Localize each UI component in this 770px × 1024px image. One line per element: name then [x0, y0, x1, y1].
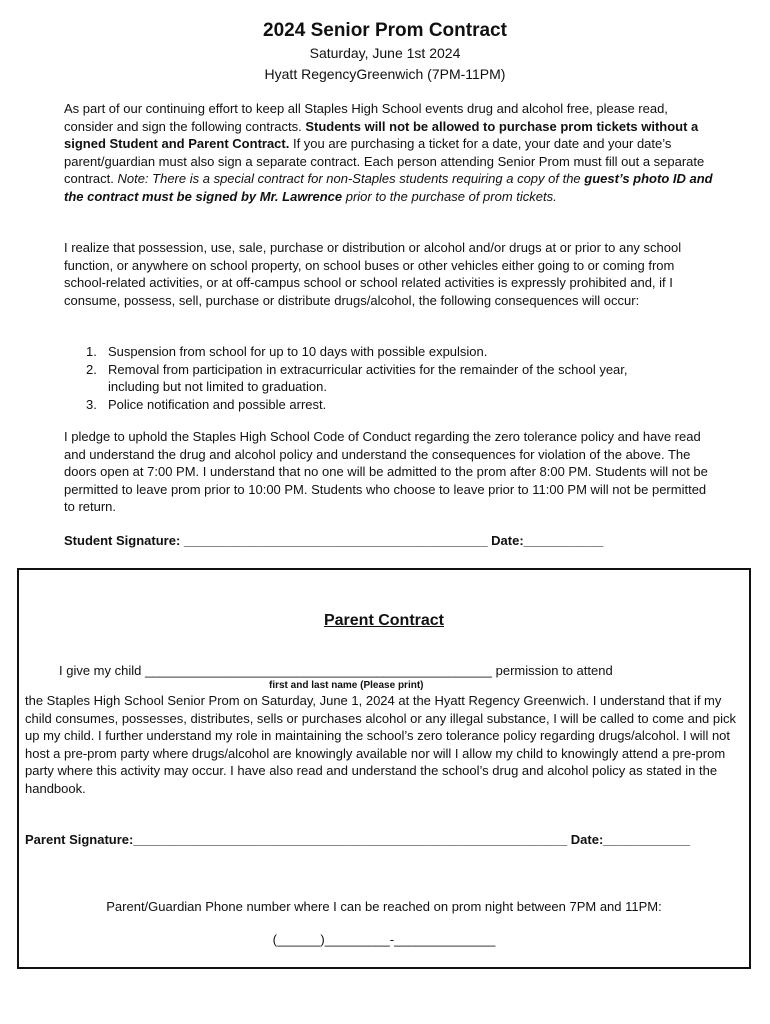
- list-number: 3.: [86, 396, 97, 412]
- list-text: Suspension from school for up to 10 days with possible expulsion.: [108, 344, 488, 359]
- list-number: 2.: [86, 361, 97, 377]
- parent-contract-text: the Staples High School Senior Prom on Saturday, June 1, 2024 at the Hyatt Regency Greenwich. I understand that if my child consumes, possesses, distributes, sells or purchases alcohol or any illegal substance, I will be called to come and pick up my child. I further understand my role in maintaining the school’s zero tolerance policy regarding drugs/alcohol. I will not host a pre-prom party where drugs/alcohol are knowingly available nor will I allow my child to knowingly attend a pre-prom party where this activity may occur. I have also read and understand the school’s drug and alcohol policy as stated in the handbook.: [25, 693, 737, 796]
- list-item: [86, 343, 706, 361]
- phone-number-field[interactable]: (______)_________-______________: [272, 932, 496, 947]
- list-text: Removal from participation in extracurricular activities for the remainder of the school year,: [108, 361, 628, 377]
- event-date: Saturday, June 1st 2024: [309, 45, 461, 61]
- phone-label: Parent/Guardian Phone number where I can be reached on prom night between 7PM and 11PM:: [106, 899, 662, 914]
- intro-bold-text: Students will not be allowed to purchase prom tickets without a signed Student and Parent Contract.: [64, 118, 699, 151]
- consequences-list: [86, 343, 706, 413]
- list-number: 1.: [86, 344, 97, 359]
- realize-paragraph: I realize that possession, use, sale, purchase or distribution or alcohol and/or drugs at or prior to any school function, or anywhere on school property, on school buses or other vehicles either going to or coming from school-related activities, or at off-campus school or school related activities is expressly prohibited and, if I consume, possess, sell, purchase or distribute drugs/alcohol, the following consequences will occur:: [64, 240, 682, 308]
- parent-contract-box: [17, 568, 751, 969]
- child-name-field[interactable]: I give my child ________________________________________________ permission to attend: [59, 663, 613, 678]
- note-bold-text: guest’s photo ID and the contract must be signed by Mr. Lawrence: [64, 171, 713, 204]
- intro-paragraph: [64, 100, 714, 205]
- event-venue: Hyatt RegencyGreenwich (7PM-11PM): [264, 66, 506, 82]
- intro-rest-text: If you are purchasing a ticket for a date, your date and your date’s parent/guardian must also sign a separate contract. Each person attending Senior Prom must fill out a separate contract.: [64, 136, 705, 186]
- list-text: Police notification and possible arrest.: [108, 396, 327, 412]
- list-item: [86, 396, 706, 414]
- list-item: [86, 361, 706, 396]
- note-end-text: prior to the purchase of prom tickets.: [342, 188, 557, 204]
- note-text: Note: There is a special contract for non-Staples students requiring a copy of the: [117, 171, 585, 186]
- page-title: 2024 Senior Prom Contract: [263, 20, 507, 41]
- pledge-paragraph: I pledge to uphold the Staples High School Code of Conduct regarding the zero tolerance policy and have read and understand the drug and alcohol policy and understand the consequences for violation of the above. The doors open at 7:00 PM. I understand that no one will be admitted to the prom after 8:00 PM. Students will not be permitted to leave prom prior to 10:00 PM. Students who choose to leave prior to 11:00 PM will not be permitted to return.: [64, 429, 708, 514]
- parent-signature-line[interactable]: Parent Signature:____________________________________________________________ Date:____________: [25, 832, 691, 847]
- child-name-hint: first and last name (Please print): [269, 680, 424, 691]
- intro-text: As part of our continuing effort to keep all Staples High School events drug and alcohol free, please read, consider and sign the following contracts.: [64, 101, 668, 134]
- list-text-continued: including but not limited to graduation.: [108, 379, 327, 394]
- student-signature-line[interactable]: Student Signature: __________________________________________ Date:___________: [64, 533, 604, 548]
- parent-contract-title: Parent Contract: [323, 612, 445, 629]
